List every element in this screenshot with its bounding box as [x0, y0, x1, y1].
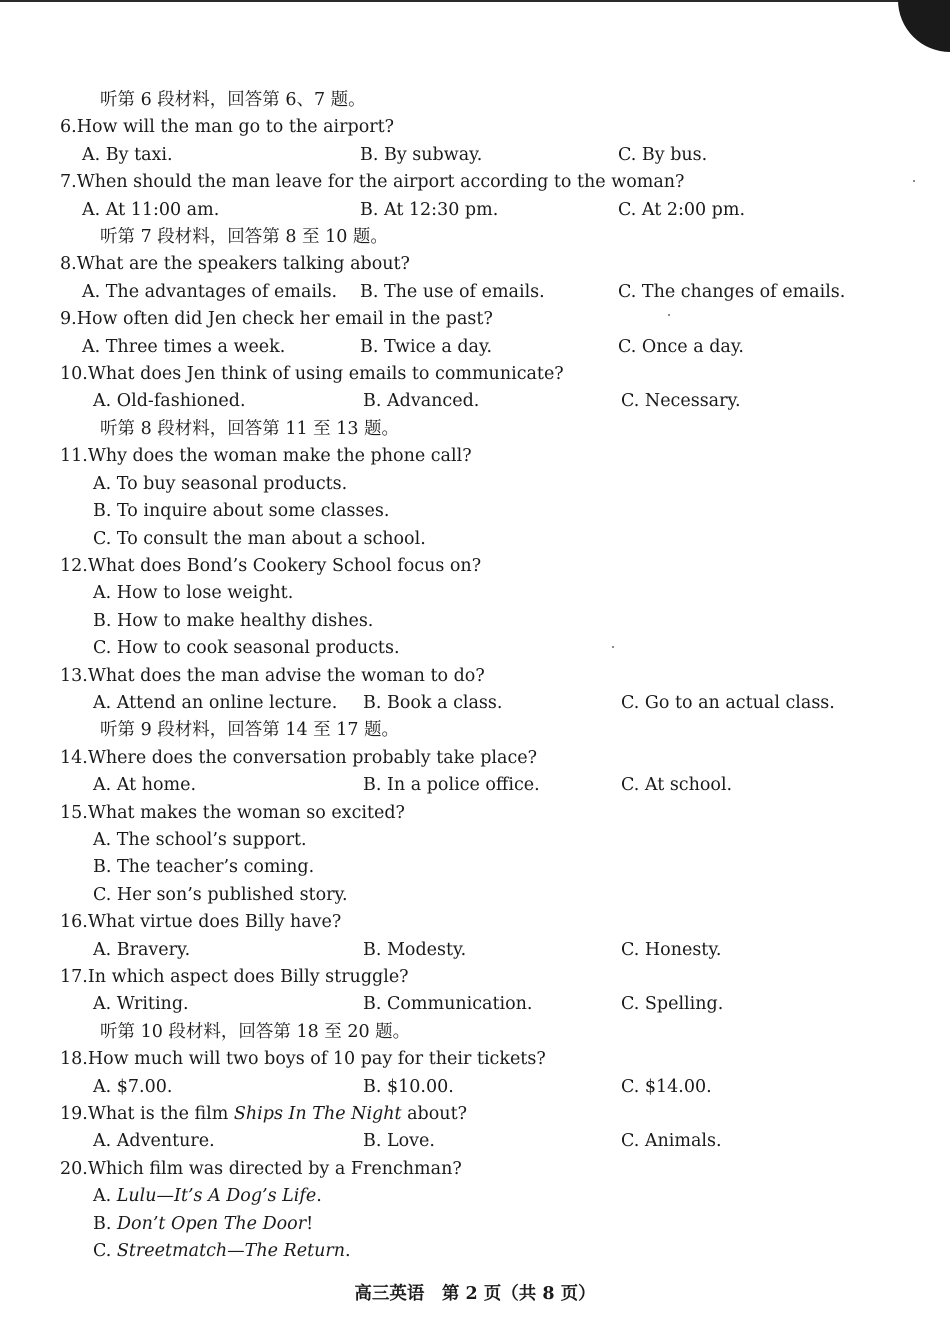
option-a: A. Adventure.	[93, 1131, 215, 1152]
option-b: B. Communication.	[363, 994, 533, 1015]
option-c: C. To consult the man about a school.	[93, 528, 426, 549]
question-14: 14.Where does the conversation probably take place? A. At home. B. In a police office. C. At school.	[60, 745, 880, 800]
option-b: B. The teacher’s coming.	[93, 857, 315, 878]
option-c: C. Necessary.	[621, 391, 741, 412]
section-heading-6: 听第 6 段材料，回答第 6、7 题。	[100, 90, 366, 110]
question-10: 10.What does Jen think of using emails to communicate? A. Old-fashioned. B. Advanced. C. Necessary.	[60, 361, 880, 416]
question-12: 12.What does Bond’s Cookery School focus on? A. How to lose weight. B. How to make healthy dishes. C. How to cook seasonal products.	[60, 553, 880, 663]
section-heading-7: 听第 7 段材料，回答第 8 至 10 题。	[100, 227, 388, 248]
option-a: A. By taxi.	[82, 144, 173, 165]
option-a: A. $7.00.	[93, 1076, 173, 1097]
option-c: C. At school.	[621, 775, 733, 796]
option-c: C. $14.00.	[621, 1076, 712, 1097]
option-c: C. How to cook seasonal products.	[93, 638, 400, 659]
option-a: A. Old-fashioned.	[93, 391, 246, 412]
option-c: C. Spelling.	[621, 994, 724, 1015]
option-b: B. How to make healthy dishes.	[93, 610, 374, 631]
question-11: 11.Why does the woman make the phone call? A. To buy seasonal products. B. To inquire about some classes. C. To consult the man about a school.	[60, 443, 880, 553]
question-7: 7.When should the man leave for the airport according to the woman? A. At 11:00 am. B. At 12:30 pm. C. At 2:00 pm.	[60, 169, 880, 224]
option-b: B. To inquire about some classes.	[93, 501, 390, 522]
question-19: 19.What is the film Ships In The Night about? A. Adventure. B. Love. C. Animals.	[60, 1101, 880, 1156]
option-b: B. Don’t Open The Door!	[93, 1213, 314, 1234]
question-13: 13.What does the man advise the woman to do? A. Attend an online lecture. B. Book a class. C. Go to an actual class.	[60, 663, 880, 718]
question-17: 17.In which aspect does Billy struggle? A. Writing. B. Communication. C. Spelling.	[60, 964, 880, 1019]
section-heading-10: 听第 10 段材料，回答第 18 至 20 题。	[100, 1021, 411, 1042]
option-b: B. At 12:30 pm.	[360, 199, 499, 220]
option-c: C. Go to an actual class.	[621, 692, 835, 713]
option-c: C. By bus.	[618, 144, 708, 165]
option-a: A. Lulu—It’s A Dog’s Life.	[93, 1186, 322, 1207]
question-18: 18.How much will two boys of 10 pay for their tickets? A. $7.00. B. $10.00. C. $14.00.	[60, 1046, 880, 1101]
option-a: A. How to lose weight.	[93, 583, 294, 604]
page-footer: 高三英语 第 2 页（共 8 页）	[354, 1284, 596, 1304]
question-9: 9.How often did Jen check her email in the past? A. Three times a week. B. Twice a day. C. Once a day.	[60, 306, 880, 361]
option-b: B. The use of emails.	[360, 281, 545, 302]
option-a: A. Bravery.	[93, 939, 191, 960]
question-list	[60, 87, 880, 1265]
option-a: A. To buy seasonal products.	[93, 473, 348, 494]
option-b: B. $10.00.	[363, 1076, 454, 1097]
option-c: C. Once a day.	[618, 336, 744, 357]
film-title: Ships In The Night	[233, 1104, 402, 1125]
option-b: B. Advanced.	[363, 391, 480, 412]
question-8: 8.What are the speakers talking about? A. The advantages of emails. B. The use of emails. C. The changes of emails.	[60, 251, 880, 306]
option-c: C. The changes of emails.	[618, 281, 846, 302]
section-heading-8: 听第 8 段材料，回答第 11 至 13 题。	[100, 418, 400, 439]
option-a: A. At 11:00 am.	[82, 199, 220, 220]
option-b: B. Modesty.	[363, 939, 467, 960]
option-c: C. Honesty.	[621, 939, 722, 960]
option-c: C. Streetmatch—The Return.	[93, 1241, 351, 1262]
option-a: A. Three times a week.	[82, 336, 286, 357]
page-top-border	[0, 0, 905, 2]
page-corner-mark	[898, 0, 950, 52]
question-20: 20.Which film was directed by a Frenchman? A. Lulu—It’s A Dog’s Life. B. Don’t Open The Door! C. Streetmatch—The Return.	[60, 1156, 880, 1266]
option-a: A. Attend an online lecture.	[93, 692, 338, 713]
option-a: A. The school’s support.	[93, 829, 307, 850]
question-6: 6.How will the man go to the airport? A. By taxi. B. By subway. C. By bus.	[60, 114, 880, 169]
question-16: 16.What virtue does Billy have? A. Bravery. B. Modesty. C. Honesty.	[60, 909, 880, 964]
option-b: B. In a police office.	[363, 775, 540, 796]
option-c: C. Animals.	[621, 1131, 722, 1152]
speck	[913, 180, 915, 182]
option-b: B. By subway.	[360, 144, 483, 165]
option-b: B. Book a class.	[363, 692, 503, 713]
option-a: A. At home.	[93, 775, 197, 796]
option-a: A. Writing.	[93, 994, 189, 1015]
option-b: B. Twice a day.	[360, 336, 493, 357]
option-b: B. Love.	[363, 1131, 435, 1152]
option-c: C. At 2:00 pm.	[618, 199, 746, 220]
section-heading-9: 听第 9 段材料，回答第 14 至 17 题。	[100, 720, 400, 741]
question-15: 15.What makes the woman so excited? A. The school’s support. B. The teacher’s coming. C. Her son’s published story.	[60, 800, 880, 910]
option-a: A. The advantages of emails.	[82, 281, 338, 302]
option-c: C. Her son’s published story.	[93, 884, 348, 905]
